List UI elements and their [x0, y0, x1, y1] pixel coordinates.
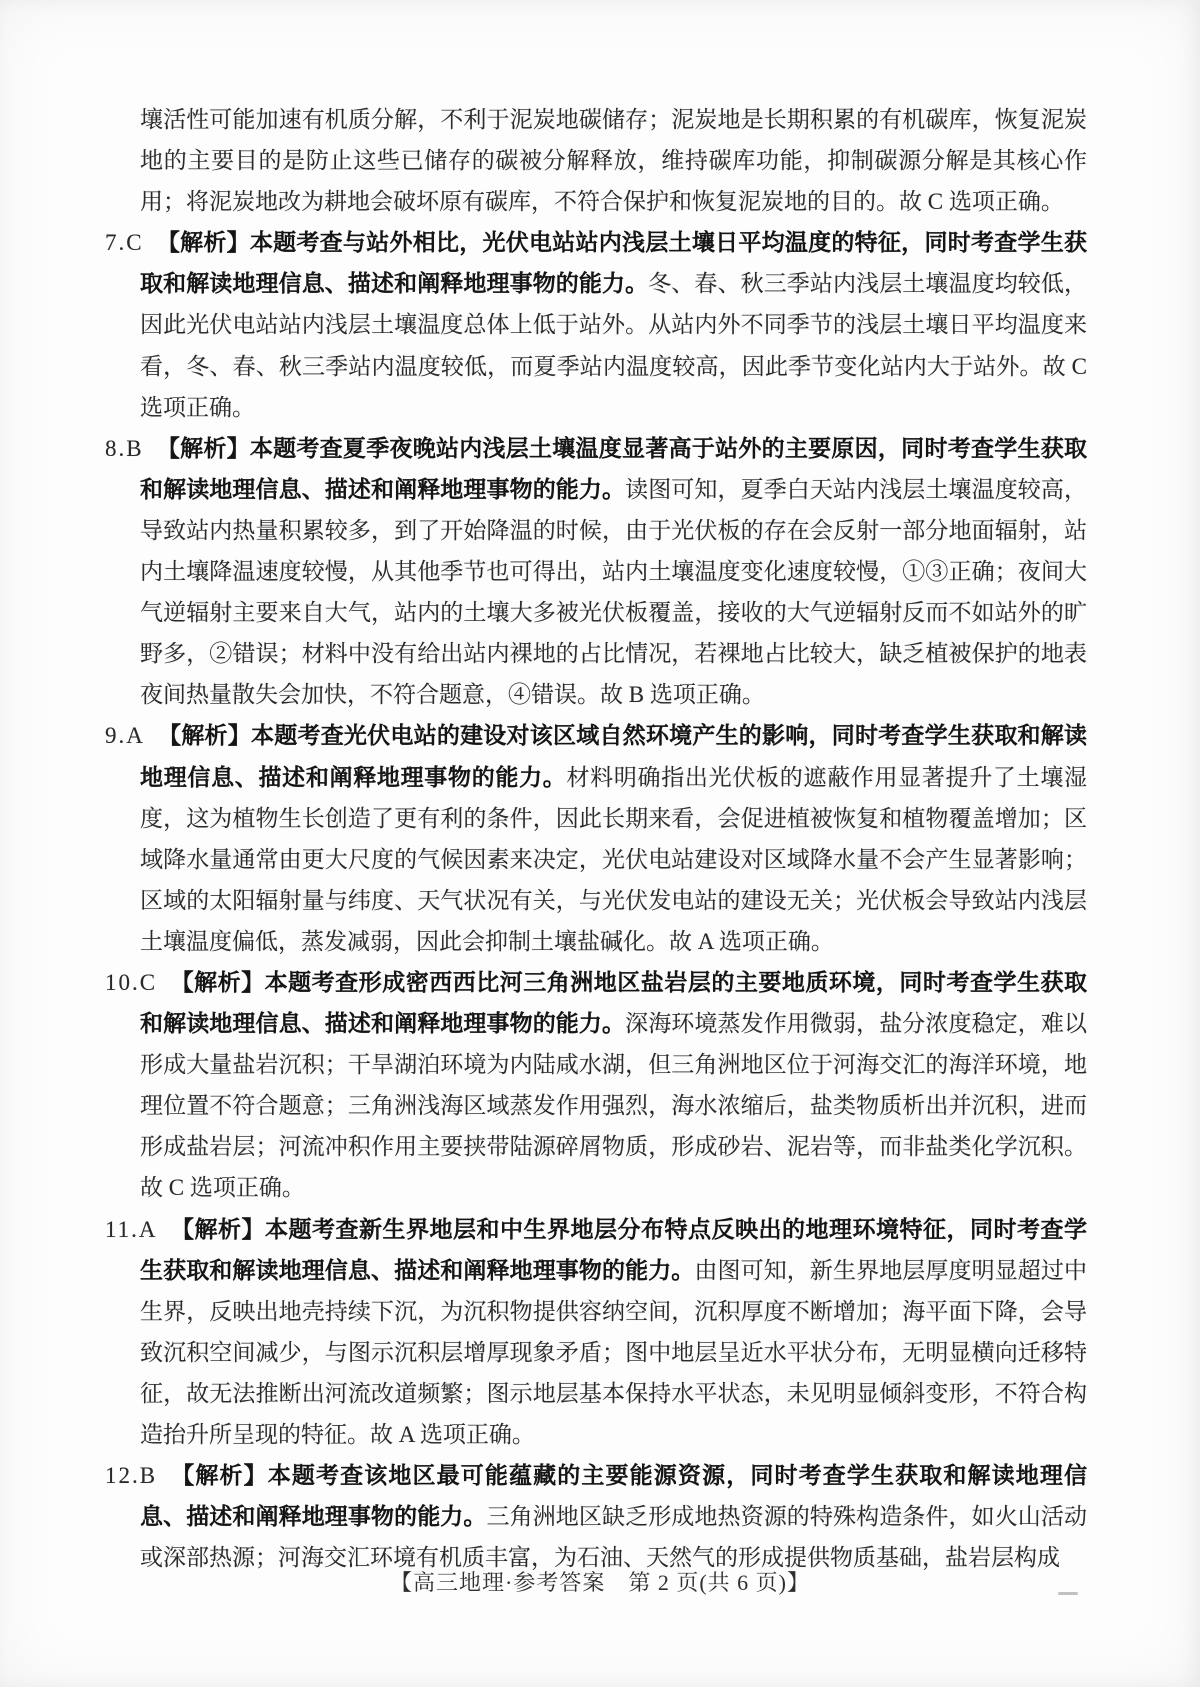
answer-item-12 — [105, 1455, 1088, 1578]
answer-number: 9.A — [105, 723, 145, 749]
answer-body — [105, 99, 1088, 1578]
answer-number: 8.B — [105, 435, 144, 461]
analysis-bold-text: 【解析】本题考查与站外相比，光伏电站站内浅层土壤日平均温度的特征，同时考查学生获取和解读地理信息、描述和阐释地理事物的能力。 — [140, 229, 1087, 297]
analysis-text: 读图可知，夏季白天站内浅层土壤温度较高，导致站内热量积累较多，到了开始降温的时候，由于光伏板的存在会反射一部分地面辐射，站内土壤降温速度较慢，从其他季节也可得出，站内土壤温度变化速度较慢，①③正确；夜间大气逆辐射主要来自大气，站内的土壤大多被光伏板覆盖，接收的大气逆辐射反而不如站外的旷野多，②错误；材料中没有给出站内裸地的占比情况，若裸地占比较大，缺乏植被保护的地表夜间热量散失会加快，不符合题意，④错误。故 B 选项正确。 — [140, 476, 1088, 708]
continuation-paragraph: 壤活性可能加速有机质分解，不利于泥炭地碳储存；泥炭地是长期积累的有机碳库，恢复泥炭地的主要目的是防止这些已储存的碳被分解释放，维持碳库功能，抑制碳源分解是其核心作用；将泥炭地改为耕地会破坏原有碳库，不符合保护和恢复泥炭地的目的。故 C 选项正确。 — [140, 107, 1087, 215]
answer-item-10 — [105, 962, 1088, 1209]
answer-item-9 — [105, 715, 1088, 962]
analysis-text: 三角洲地区缺乏形成地热资源的特殊构造条件，如火山活动或深部热源；河海交汇环境有机质丰富，为石油、天然气的形成提供物质基础，盐岩层构成 — [140, 1504, 1088, 1571]
analysis-bold-text: 【解析】本题考查新生界地层和中生界地层分布特点反映出的地理环境特征，同时考查学生获取和解读地理信息、描述和阐释地理事物的能力。 — [140, 1215, 1087, 1283]
scan-artifact — [1058, 1592, 1078, 1595]
analysis-text: 深海环境蒸发作用微弱，盐分浓度稳定，难以形成大量盐岩沉积；干旱湖泊环境为内陆咸水湖，但三角洲地区位于河海交汇的海洋环境，地理位置不符合题意；三角洲浅海区域蒸发作用强烈，海水浓缩后，盐类物质析出并沉积，进而形成盐岩层；河流冲积作用主要挟带陆源碎屑物质，形成砂岩、泥岩等，而非盐类化学沉积。故 C 选项正确。 — [140, 1011, 1088, 1201]
answer-number: 7.C — [105, 230, 144, 256]
answer-item-7 — [105, 222, 1088, 427]
analysis-text: 由图可知，新生界地层厚度明显超过中生界，反映出地壳持续下沉，为沉积物提供容纳空间，沉积厚度不断增加；海平面下降，会导致沉积空间减少，与图示沉积层增厚现象矛盾；图中地层呈近水平状分布，无明显横向迁移特征，故无法推断出河流改道频繁；图示地层基本保持水平状态，未见明显倾斜变形，不符合构造抬升所呈现的特征。故 A 选项正确。 — [140, 1257, 1088, 1447]
analysis-text: 冬、春、秋三季站内浅层土壤温度均较低，因此光伏电站站内浅层土壤温度总体上低于站外。从站内外不同季节的浅层土壤日平均温度来看，冬、春、秋三季站内温度较低，而夏季站内温度较高，因此季节变化站内大于站外。故 C 选项正确。 — [140, 271, 1088, 420]
analysis-bold-text: 【解析】本题考查光伏电站的建设对该区域自然环境产生的影响，同时考查学生获取和解读地理信息、描述和阐释地理事物的能力。 — [140, 722, 1087, 790]
answer-item-8 — [105, 428, 1088, 716]
analysis-bold-text: 【解析】本题考查夏季夜晚站内浅层土壤温度显著高于站外的主要原因，同时考查学生获取和解读地理信息、描述和阐释地理事物的能力。 — [140, 434, 1087, 502]
analysis-bold-text: 【解析】本题考查该地区最可能蕴藏的主要能源资源，同时考查学生获取和解读地理信息、描述和阐释地理事物的能力。 — [140, 1462, 1087, 1530]
analysis-text: 材料明确指出光伏板的遮蔽作用显著提升了土壤湿度，这为植物生长创造了更有利的条件，因此长期来看，会促进植被恢复和植物覆盖增加；区域降水量通常由更大尺度的气候因素来决定，光伏电站建设对区域降水量不会产生显著影响；区域的太阳辐射量与纬度、天气状况有关，与光伏发电站的建设无关；光伏板会导致站内浅层土壤温度偏低，蒸发减弱，因此会抑制土壤盐碱化。故 A 选项正确。 — [140, 764, 1088, 954]
answer-number: 11.A — [105, 1216, 158, 1242]
page-footer: 【高三地理·参考答案 第 2 页(共 6 页)】 — [390, 1570, 810, 1595]
analysis-bold-text: 【解析】本题考查形成密西西比河三角洲地区盐岩层的主要地质环境，同时考查学生获取和解读地理信息、描述和阐释地理事物的能力。 — [140, 968, 1087, 1037]
answer-number: 12.B — [105, 1463, 158, 1489]
answer-number: 10.C — [105, 969, 158, 995]
answer-item-11 — [105, 1209, 1088, 1456]
